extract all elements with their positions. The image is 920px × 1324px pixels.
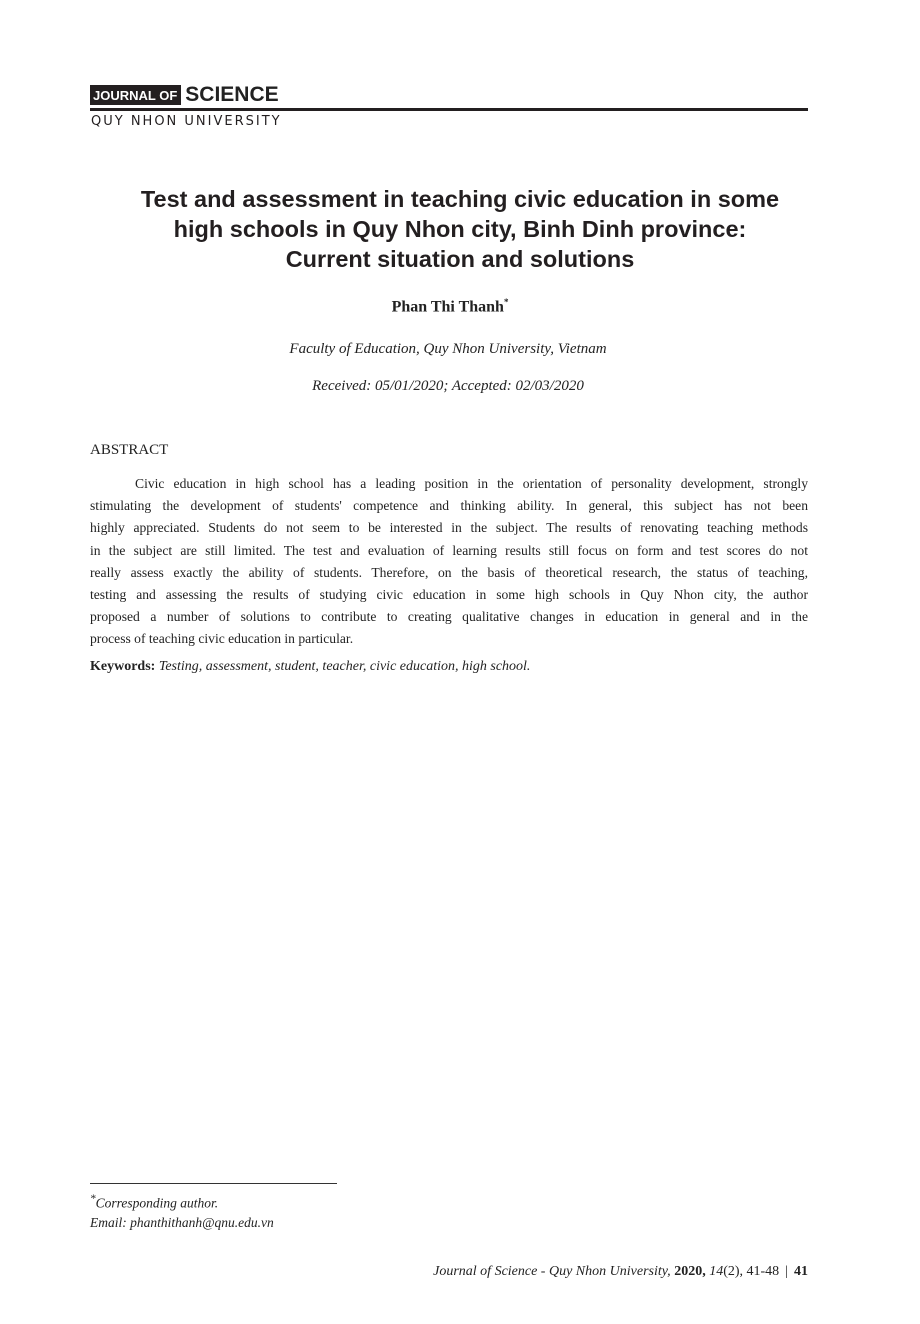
author-mark: * — [503, 297, 509, 307]
abstract-heading: ABSTRACT — [90, 442, 169, 458]
page-number: 41 — [794, 1264, 808, 1279]
journal-masthead — [90, 85, 808, 105]
dates: Received: 05/01/2020; Accepted: 02/03/2020 — [312, 378, 584, 394]
abstract-line: proposed a number of solutions to contribute to creating qualitative changes in education in general and in the — [90, 609, 808, 625]
university-label: QUY NHON UNIVERSITY — [91, 114, 282, 129]
science-label: SCIENCE — [185, 83, 279, 106]
footer-journal: Journal of Science - Quy Nhon University, — [433, 1264, 671, 1279]
abstract-line: really assess exactly the ability of students. Therefore, on the basis of theoretical research, the status of teaching, — [90, 564, 808, 580]
title-line: Current situation and solutions — [285, 246, 635, 272]
abstract-line: testing and assessing the results of studying civic education in some high schools in Quy Nhon city, the author — [90, 587, 808, 603]
affiliation: Faculty of Education, Quy Nhon University, Vietnam — [289, 341, 607, 357]
title-line: high schools in Quy Nhon city, Binh Dinh province: — [173, 216, 747, 242]
abstract-line: in the subject are still limited. The test and evaluation of learning results still focus on form and test scores do not — [90, 542, 808, 558]
keywords-label: Keywords: — [90, 659, 156, 674]
author — [0, 297, 900, 316]
footnote-mark: * — [90, 1193, 96, 1205]
corresponding-label: Corresponding author. — [95, 1195, 219, 1211]
footnote-rule — [90, 1183, 337, 1184]
footer-year: 2020, — [674, 1264, 706, 1279]
title-line: Test and assessment in teaching civic education in some — [140, 186, 780, 212]
abstract-line: highly appreciated. Students do not seem to be interested in the subject. The results of renovating teaching methods — [90, 520, 808, 536]
keywords-value: Testing, assessment, student, teacher, civic education, high school. — [158, 659, 531, 674]
journal-of-label: JOURNAL OF — [90, 85, 181, 105]
abstract-line: Civic education in high school has a leading position in the orientation of personality development, strongly — [135, 476, 808, 491]
keywords — [90, 659, 530, 675]
paper-title — [60, 184, 860, 274]
footer-issue: (2), 41-48 — [723, 1264, 780, 1279]
abstract-body — [90, 473, 808, 651]
abstract-line: stimulating the development of students' competence and thinking ability. In general, this subject has not been — [90, 498, 808, 514]
header-rule — [90, 108, 808, 111]
abstract-line: process of teaching civic education in particular. — [90, 631, 354, 647]
footnote-corresponding — [90, 1193, 218, 1212]
footer-volume: 14 — [709, 1264, 724, 1279]
footnote-email: Email: phanthithanh@qnu.edu.vn — [90, 1215, 274, 1230]
author-name: Phan Thi Thanh — [391, 298, 504, 316]
footer-separator: | — [785, 1264, 788, 1279]
page-footer — [433, 1264, 808, 1280]
